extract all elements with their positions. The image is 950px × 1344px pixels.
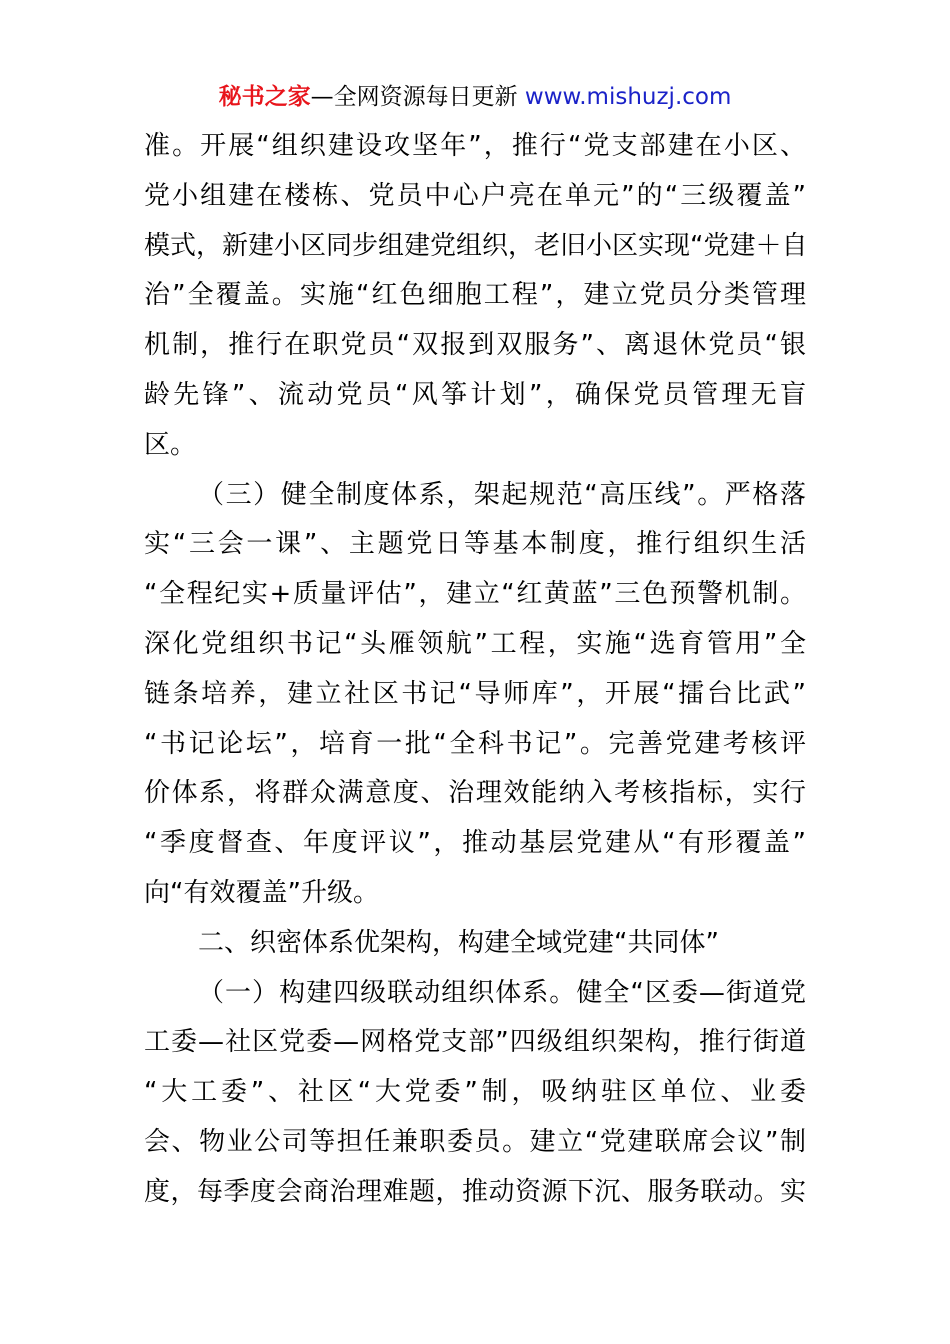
text-line: 模式，新建小区同步组建党组织，老旧小区实现“党建＋自 xyxy=(144,230,808,261)
text-line: “书记论坛”，培育一批“全科书记”。完善党建考核评 xyxy=(144,728,806,759)
text-line: 价体系，将群众满意度、治理效能纳入考核指标，实行 xyxy=(144,778,806,809)
section-heading-line: （三）健全制度体系，架起规范“高压线”。严格落 xyxy=(198,479,806,510)
document-body xyxy=(144,122,806,1218)
text-line: 实“三会一课”、主题党日等基本制度，推行组织生活 xyxy=(144,529,806,560)
text-line: 准。开展“组织建设攻坚年”，推行“党支部建在小区、 xyxy=(144,131,806,161)
text-line: 治”全覆盖。实施“红色细胞工程”，建立党员分类管理 xyxy=(144,280,806,311)
brand-name: 秘书之家 xyxy=(218,84,311,110)
text-line: 工委—社区党委—网格党支部”四级组织架构，推行街道 xyxy=(144,1027,806,1058)
text-line: 机制，推行在职党员“双报到双服务”、离退休党员“银 xyxy=(144,330,806,361)
text-line: 会、物业公司等担任兼职委员。建立“党建联席会议”制 xyxy=(144,1126,806,1157)
page-header xyxy=(0,80,950,114)
text-line: “季度督查、年度评议”，推动基层党建从“有形覆盖” xyxy=(144,828,806,859)
text-line: 党小组建在楼栋、党员中心户亮在单元”的“三级覆盖” xyxy=(144,180,806,211)
section-heading-line: （一）构建四级联动组织体系。健全“区委—街道党 xyxy=(198,977,806,1008)
text-line: 龄先锋”、流动党员“风筝计划”，确保党员管理无盲 xyxy=(144,379,806,410)
text-line: 区。 xyxy=(144,429,197,460)
chapter-heading-line: 二、织密体系优架构，构建全域党建“共同体” xyxy=(198,927,719,958)
text-line: 向“有效覆盖”升级。 xyxy=(144,877,379,908)
text-line: 深化党组织书记“头雁领航”工程，实施“选育管用”全 xyxy=(144,628,806,659)
text-line: “大工委”、社区“大党委”制，吸纳驻区单位、业委 xyxy=(144,1077,806,1108)
text-line: “全程纪实+质量评估”，建立“红黄蓝”三色预警机制。 xyxy=(144,579,806,610)
header-url[interactable]: www.mishuzj.com xyxy=(524,84,732,110)
header-tagline: —全网资源每日更新 xyxy=(310,84,525,110)
text-line: 度，每季度会商治理难题，推动资源下沉、服务联动。实 xyxy=(144,1176,806,1207)
text-line: 链条培养，建立社区书记“导师库”，开展“擂台比武” xyxy=(144,678,806,709)
